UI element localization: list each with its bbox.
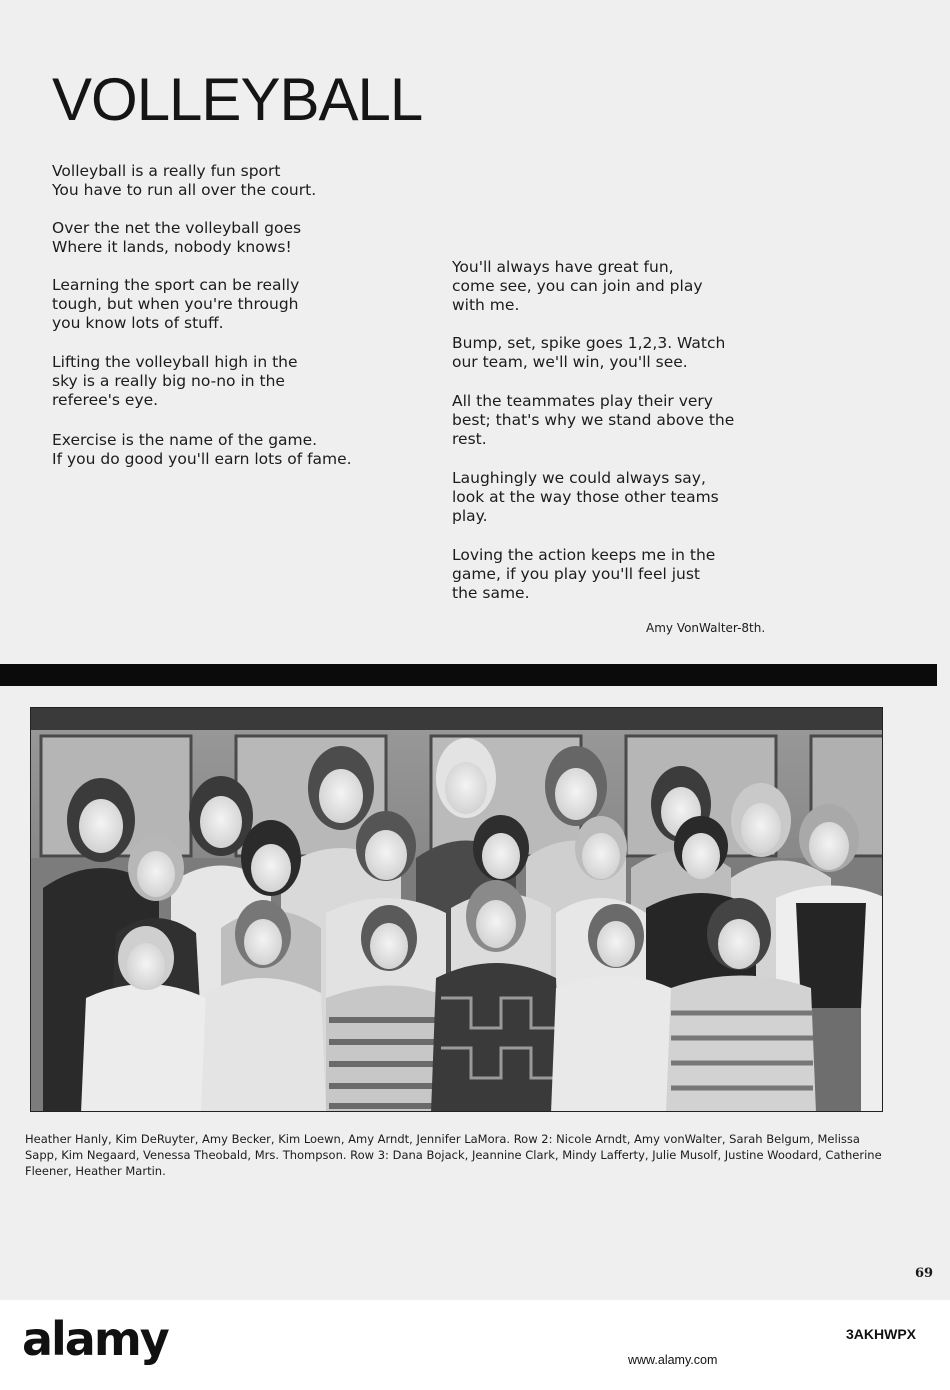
image-id: 3AKHWPX <box>846 1326 917 1342</box>
page-title: VOLLEYBALL <box>52 66 423 133</box>
poem-right-stanza-3: All the teammates play their very best; that's why we stand above the rest. <box>452 392 735 448</box>
brand-logo: alamy <box>22 1312 168 1366</box>
poem-left-stanza-2: Over the net the volleyball goes Where it lands, nobody knows! <box>52 219 302 256</box>
poem-left-stanza-3: Learning the sport can be really tough, but when you're through you know lots of stuff. <box>52 276 300 332</box>
photo-caption: Heather Hanly, Kim DeRuyter, Amy Becker, Kim Loewn, Amy Arndt, Jennifer LaMora. Row 2: Nicole Arndt, Amy vonWalter, Sarah Belgum, Melissa Sapp, Kim Negaard, Venessa Theobald, Mrs. Thompson. Row 3: Dana Bojack, Jeannine Clark, Mindy Lafferty, Julie Musolf, Justine Woodard, Catherine Fleener, Heather Martin. <box>25 1132 882 1178</box>
poem-left-stanza-1: Volleyball is a really fun sport You have to run all over the court. <box>52 162 317 199</box>
poem-right-stanza-5: Loving the action keeps me in the game, if you play you'll feel just the same. <box>452 546 716 602</box>
poem-left-stanza-4: Lifting the volleyball high in the sky is a really big no-no in the referee's eye. <box>52 353 298 409</box>
page-number: 69 <box>915 1266 934 1281</box>
team-photo-image <box>31 708 883 1112</box>
poem-right-stanza-1: You'll always have great fun, come see, you can join and play with me. <box>452 258 703 314</box>
divider-bar <box>0 664 937 686</box>
poem-author: Amy VonWalter-8th. <box>646 621 766 635</box>
poem-left-stanza-5: Exercise is the name of the game. If you do good you'll earn lots of fame. <box>52 431 352 468</box>
poem-right-stanza-2: Bump, set, spike goes 1,2,3. Watch our team, we'll win, you'll see. <box>452 334 726 371</box>
team-photo <box>30 707 883 1112</box>
footer-url: www.alamy.com <box>628 1353 718 1367</box>
poem-right-stanza-4: Laughingly we could always say, look at the way those other teams play. <box>452 469 719 525</box>
